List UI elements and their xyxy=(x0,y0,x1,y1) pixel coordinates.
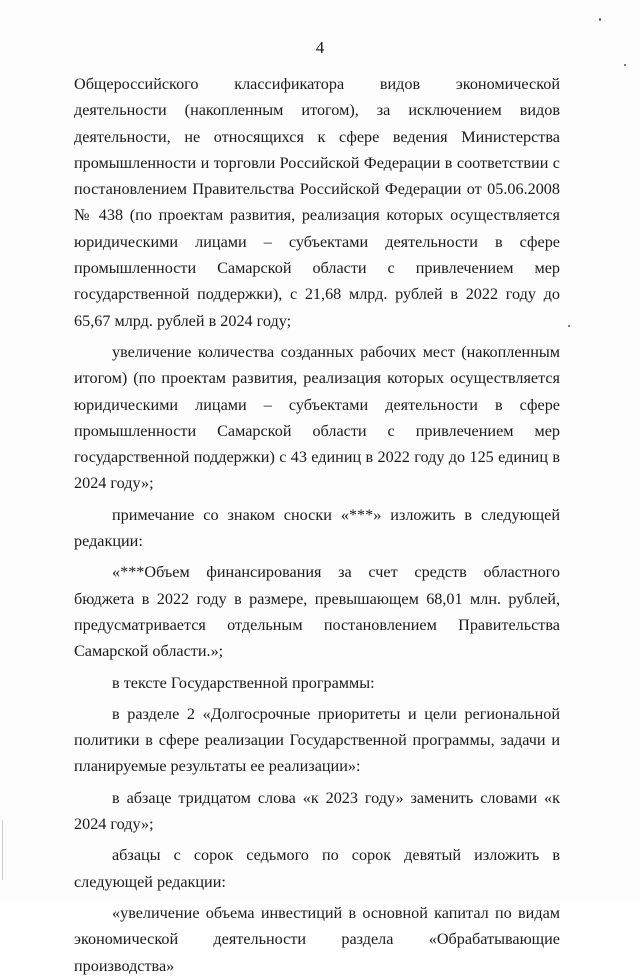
paragraph-7: в абзаце тридцатом слова «к 2023 году» заменить словами «к 2024 году»; xyxy=(74,788,560,834)
paragraph-4: «***Объем финансирования за счет средств областного бюджета в 2022 году в размере, превышающем 68,01 млн. рублей, предусматривается отдельным постановлением Правительства Самарской области.»; xyxy=(74,563,560,661)
page-number: 4 xyxy=(315,38,325,57)
document-body xyxy=(74,71,560,979)
paragraph-1: Общероссийского классификатора видов экономической деятельности (накопленным итогом), за исключением видов деятельности, не относящихся к сфере ведения Министерства промышленности и торговли Российской Федерации в соответствии с постановлением Правительства Российской Федерации от 05.06.2008 № 438 (по проектам развития, реализация которых осуществляется юридическими лицами – субъектами деятельности в сфере промышленности Самарской области с привлечением мер государственной поддержки), с 21,68 млрд. рублей в 2022 году до 65,67 млрд. рублей в 2024 году; xyxy=(74,75,560,330)
scan-edge-mark xyxy=(2,820,3,880)
paragraph-2: увеличение количества созданных рабочих мест (накопленным итогом) (по проектам развития, реализация которых осуществляется юридическими лицами – субъектами деятельности в сфере промышленности Самарской области с привлечением мер государственной поддержки) с 43 единиц в 2022 году до 125 единиц в 2024 году»; xyxy=(74,342,560,493)
paragraph-3: примечание со знаком сноски «***» изложить в следующей редакции: xyxy=(74,505,560,551)
paragraph-9: «увеличение объема инвестиций в основной капитал по видам экономической деятельности раздела «Обрабатывающие производства» xyxy=(74,903,560,975)
paragraph-8: абзацы с сорок седьмого по сорок девятый изложить в следующей редакции: xyxy=(74,846,560,891)
scan-speck xyxy=(599,18,601,21)
paragraph-6: в разделе 2 «Долгосрочные приоритеты и цели региональной политики в сфере реализации Государственной программы, задачи и планируемые результаты ее реализации»: xyxy=(74,704,560,776)
paragraph-5: в тексте Государственной программы: xyxy=(112,673,375,692)
scan-speck xyxy=(568,325,570,327)
scan-speck xyxy=(624,64,626,66)
